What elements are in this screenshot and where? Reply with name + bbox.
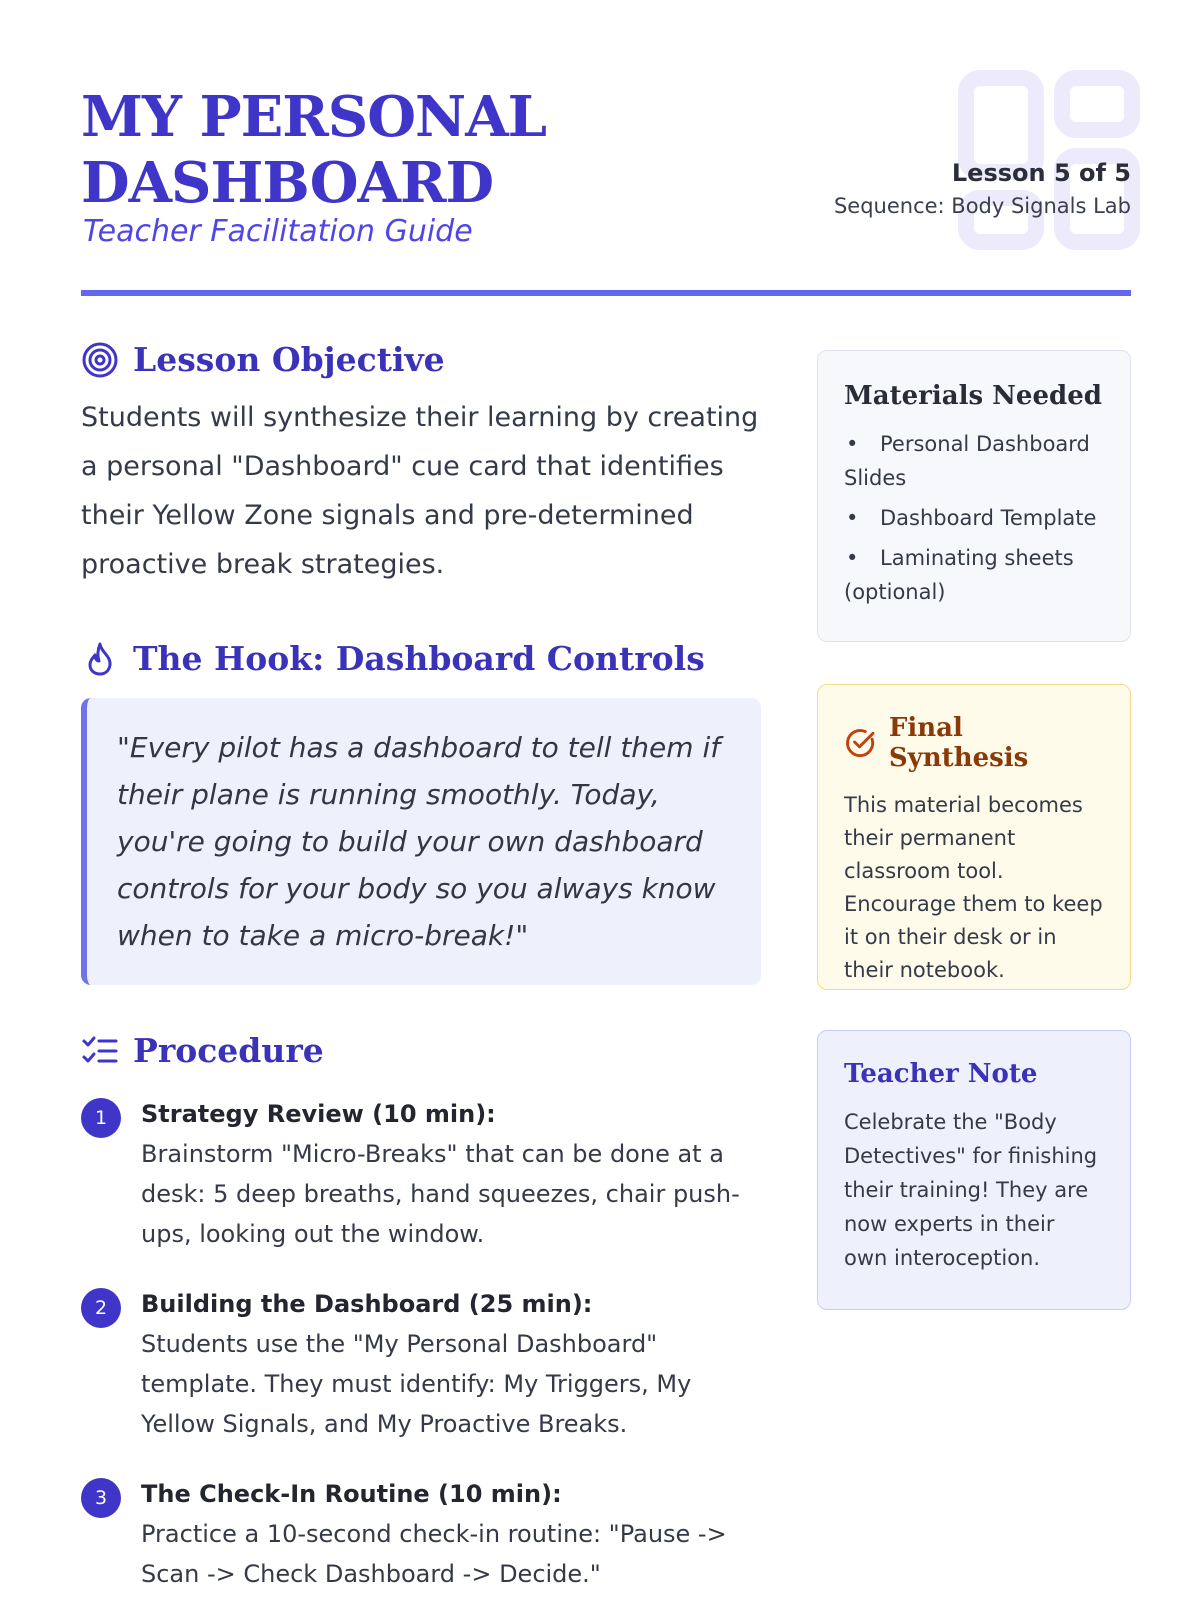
- synthesis-heading: [844, 713, 1104, 773]
- step-body: [141, 1284, 761, 1444]
- teacher-note-heading: Teacher Note: [844, 1059, 1038, 1089]
- step-text: Practice a 10-second check-in routine: "Pause -> Scan -> Check Dashboard -> Decide.": [141, 1520, 727, 1588]
- objective-heading: [81, 340, 761, 379]
- materials-card: [817, 350, 1131, 642]
- step-body: [141, 1474, 761, 1594]
- page: [81, 0, 1131, 1600]
- materials-item: • Personal Dashboard Slides: [844, 427, 1104, 495]
- procedure-steps: [81, 1094, 761, 1594]
- step-text: Brainstorm "Micro-Breaks" that can be done at a desk: 5 deep breaths, hand squeezes, chair push-ups, looking out the window.: [141, 1140, 740, 1248]
- header-divider: [81, 290, 1131, 296]
- lesson-number: Lesson 5 of 5: [951, 159, 1131, 187]
- materials-item: • Laminating sheets (optional): [844, 541, 1104, 609]
- objective-heading-label: Lesson Objective: [133, 340, 445, 379]
- procedure-heading-label: Procedure: [133, 1031, 324, 1070]
- procedure-heading: [81, 1031, 761, 1070]
- materials-heading: Materials Needed: [844, 381, 1102, 411]
- step-text: Students use the "My Personal Dashboard" template. They must identify: My Triggers, My Yellow Signals, and My Proactive Breaks.: [141, 1330, 692, 1438]
- step-title: The Check-In Routine (10 min):: [141, 1480, 562, 1508]
- flame-icon: [81, 640, 119, 678]
- step-number: 2: [81, 1288, 121, 1328]
- materials-item: • Dashboard Template: [844, 501, 1104, 535]
- step-title: Strategy Review (10 min):: [141, 1100, 496, 1128]
- step-number: 1: [81, 1098, 121, 1138]
- step-number: 3: [81, 1478, 121, 1518]
- synthesis-text: This material becomes their permanent classroom tool. Encourage them to keep it on their desk or in their notebook.: [844, 793, 1103, 982]
- synthesis-card: [817, 684, 1131, 990]
- hook-heading: [81, 639, 761, 678]
- step-title: Building the Dashboard (25 min):: [141, 1290, 593, 1318]
- teacher-note-text: Celebrate the "Body Detectives" for finishing their training! They are now experts in their own interoception.: [844, 1110, 1098, 1270]
- procedure-step: [81, 1094, 761, 1254]
- sequence-label: Sequence: Body Signals Lab: [833, 194, 1131, 218]
- procedure-step: [81, 1474, 761, 1594]
- check-circle-icon: [844, 726, 877, 760]
- target-icon: [81, 341, 119, 379]
- procedure-step: [81, 1284, 761, 1444]
- hook-heading-label: The Hook: Dashboard Controls: [133, 639, 705, 678]
- teacher-note-card: [817, 1030, 1131, 1310]
- hook-quote: "Every pilot has a dashboard to tell them if their plane is running smoothly. Today, you're going to build your own dashboard controls for your body so you always know when to take a micro-break!": [81, 698, 761, 985]
- lesson-meta: [831, 156, 1131, 223]
- page-subtitle: Teacher Facilitation Guide: [83, 214, 473, 249]
- objective-text: Students will synthesize their learning by creating a personal "Dashboard" cue card that identifies their Yellow Zone signals and pre-determined proactive break strategies.: [81, 402, 759, 580]
- step-body: [141, 1094, 761, 1254]
- main-column: [81, 340, 761, 1624]
- page-title: MY PERSONAL DASHBOARD: [81, 84, 547, 216]
- checklist-icon: [81, 1032, 119, 1070]
- synthesis-heading-label: Final Synthesis: [888, 713, 1029, 773]
- materials-list: [844, 427, 1104, 609]
